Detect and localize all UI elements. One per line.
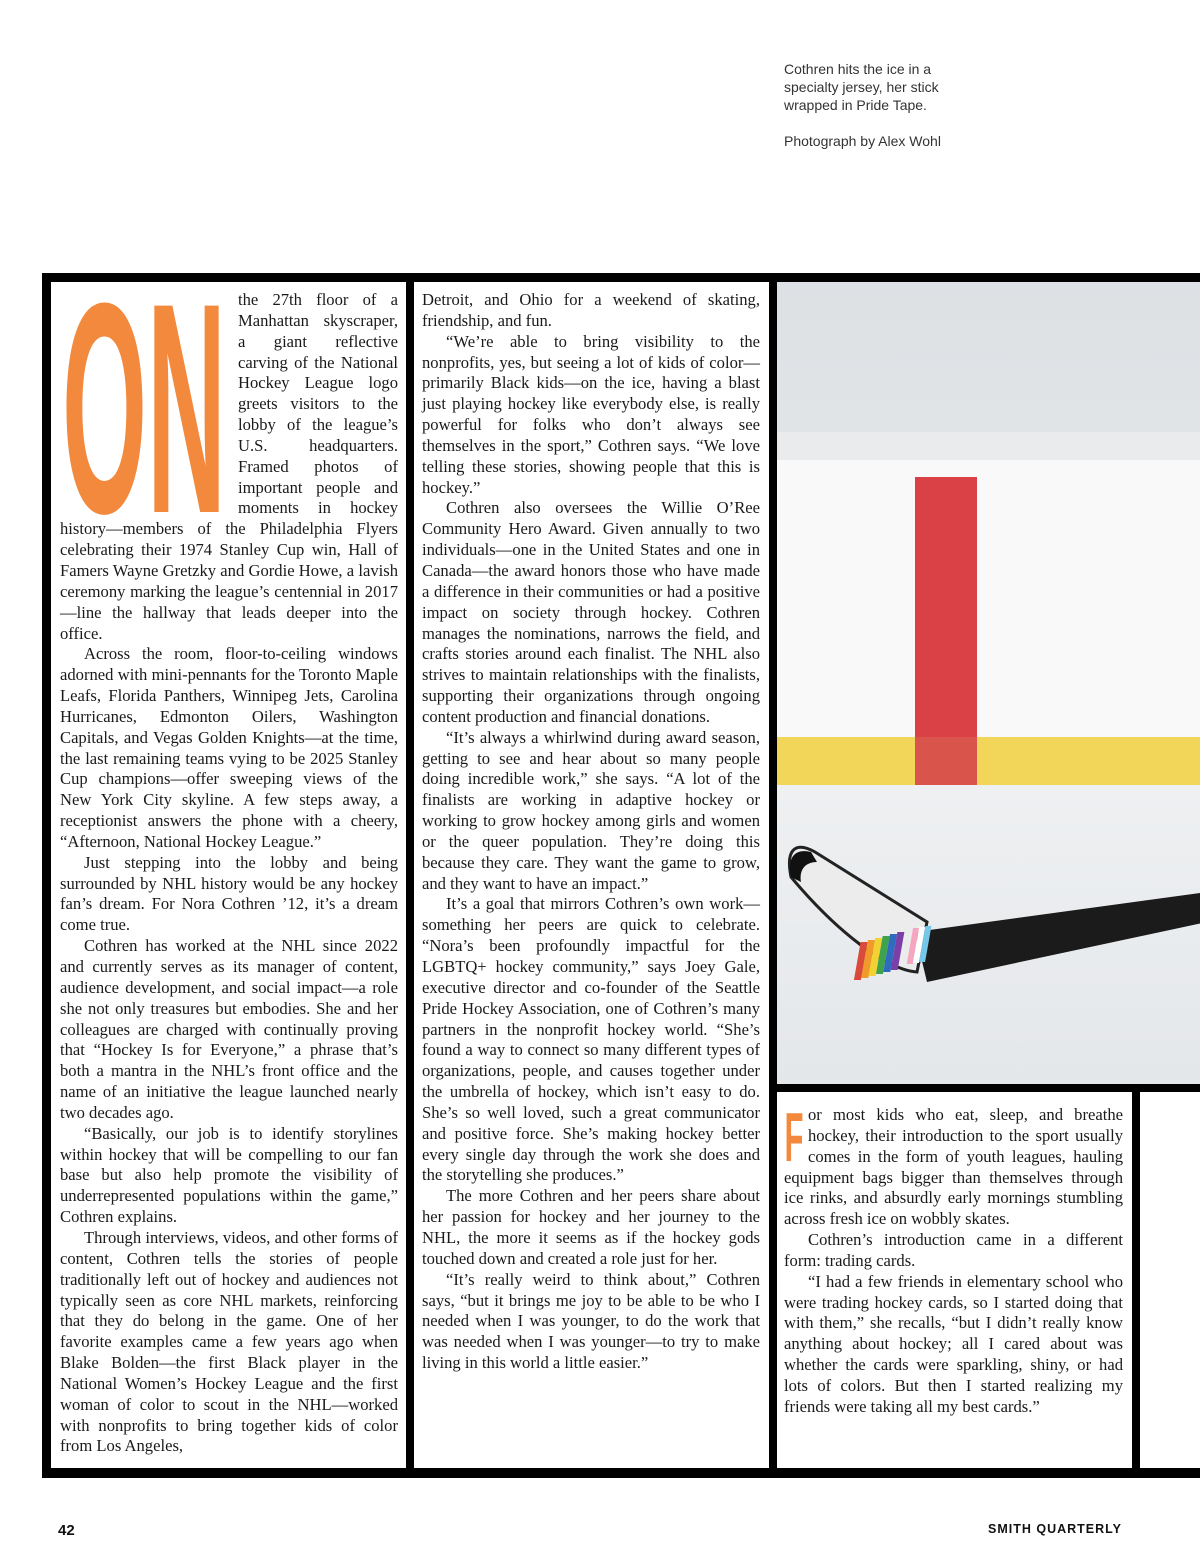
photo-credit: Photograph by Alex Wohl [784,133,941,149]
article-column-2 [414,282,769,1468]
col1-paragraph-5: “Basically, our job is to identify storylines within hockey that will be compelling to our fan base but also help promote the visibility of underrepresented populations within the game,” Cothren explains. [60,1123,398,1227]
col2-paragraph-7: “It’s really weird to think about,” Cothren says, “but it brings me joy to be able to be who I needed when I was younger, to do the work that was needed when I was younger—to try to make living in this world a little easier.” [422,1269,760,1373]
photo-illustration [777,282,1200,1084]
col1-paragraph-6: Through interviews, videos, and other forms of content, Cothren tells the stories of people traditionally left out of hockey and audiences not typically seen as core NHL markets, reinforcing that they do belong in the game. One of her favorite examples came a few years ago when Blake Bolden—the first Black player in the National Women’s Hockey League and the first woman of color to scout in the NHL—worked with nonprofits to bring together kids of color from Los Angeles, [60,1227,398,1456]
sidebar-dropcap-text: F [784,1109,804,1163]
page-number: 42 [58,1522,75,1539]
caption-text: Cothren hits the ice in a specialty jersey, her stick wrapped in Pride Tape. [784,61,939,113]
publication-name: SMITH QUARTERLY [988,1522,1122,1536]
article-column-1 [51,282,406,1468]
col2-paragraph-6: The more Cothren and her peers share about her passion for hockey and her journey to the NHL, the more it seems as if the hockey gods touched down and created a role just for her. [422,1186,760,1268]
sidebar-paragraph-1: or most kids who eat, sleep, and breathe hockey, their introduction to the sport usually comes in the form of youth leagues, hauling equipment bags bigger than themselves through ice rinks, and absurdly early mornings stumbling across fresh ice on wobbly skates. [784,1105,1123,1229]
dropcap-on [60,290,228,516]
col2-paragraph-4: “It’s always a whirlwind during award season, getting to see and hear about so many people doing incredible work,” she says. “A lot of the finalists are working in adaptive hockey or working to grow hockey among girls and women or the queer population. They’re doing this because they care. They want the game to grow, and they want to have an impact.” [422,727,760,893]
dropcap-f [784,1109,804,1163]
right-blank-panel [1140,1092,1200,1468]
sidebar-paragraph-2: Cothren’s introduction came in a different form: trading cards. [784,1230,1123,1270]
sidebar-paragraph-3: “I had a few friends in elementary school who were trading hockey cards, so I started doing that with them,” she recalls, “but I didn’t really know anything about hockey; all I cared about was whether the cards were sparkling, shiny, or had lots of colors. But then I started realizing my friends were taking all my best cards.” [784,1271,1123,1416]
col2-paragraph-2: “We’re able to bring visibility to the nonprofits, yes, but seeing a lot of kids of color—primarily Black kids—on the ice, having a blast just playing hockey like everybody else, is really powerful for folks who don’t always see themselves in the sport,” Cothren says. “We love telling these stories, showing people that this is hockey.” [422,331,760,497]
hockey-photo [777,282,1200,1084]
col1-paragraph-3: Just stepping into the lobby and being surrounded by NHL history would be any hockey fan’s dream. For Nora Cothren ’12, it’s a dream come true. [60,852,398,935]
col1-paragraph-2: Across the room, floor-to-ceiling windows adorned with mini-pennants for the Toronto Maple Leafs, Florida Panthers, Winnipeg Jets, Carolina Hurricanes, Edmonton Oilers, Washington Capitals, and Vegas Golden Knights—at the time, the last remaining teams vying to be 2025 Stanley Cup champions—offer sweeping views of the New York City skyline. A few steps away, a receptionist answers the phone with a cheery, “Afternoon, National Hockey League.” [60,644,398,851]
col1-paragraph-1: the 27th floor of a Manhattan skyscraper, a giant reflective carving of the National Hockey League logo greets visitors to the lobby of the league’s U.S. headquarters. Framed photos of important people and moments in hockey history—members of the Philadelphia Flyers celebrating their 1974 Stanley Cup win, Hall of Famers Wayne Gretzky and Gordie Howe, a lavish ceremony marking the league’s centennial in 2017—line the hallway that leads deeper into the office. [60,290,398,643]
col2-paragraph-5: It’s a goal that mirrors Cothren’s own work—something her peers are quick to celebrate. “Nora’s been profoundly impactful for the LGBTQ+ hockey community,” says Joey Gale, executive director and co-founder of the Seattle Pride Hockey Association, one of Cothren’s many partners in the nonprofit hockey world. “She’s found a way to connect so many different types of organizations, people, and causes together under the umbrella of hockey, which isn’t easy to do. She’s so well loved, such a great communicator and positive force. She’s making hockey better every single day through the work she does and the storytelling she produces.” [422,894,760,1185]
col2-paragraph-1: Detroit, and Ohio for a weekend of skating, friendship, and fun. [422,290,760,330]
col2-paragraph-3: Cothren also oversees the Willie O’Ree Community Hero Award. Given annually to two individuals—one in the United States and one in Canada—the award honors those who have made a difference in their communities or had a positive impact on society through hockey. Cothren manages the nominations, narrows the field, and crafts stories around each finalist. The NHL also strives to maintain relationships with the finalists, supporting their organizations through ongoing content production and financial donations. [422,498,760,726]
col1-paragraph-4: Cothren has worked at the NHL since 2022 and currently serves as its manager of content, audience development, and social impact—a role she not only treasures but embodies. She and her colleagues are charged with continually proving that “Hockey Is for Everyone,” a phrase that’s both a mantra in the NHL’s front office and the name of an initiative the league launched nearly two decades ago. [60,936,398,1122]
sidebar-column [777,1092,1132,1468]
photo-caption [784,60,984,168]
dropcap-text: ON [62,290,226,516]
